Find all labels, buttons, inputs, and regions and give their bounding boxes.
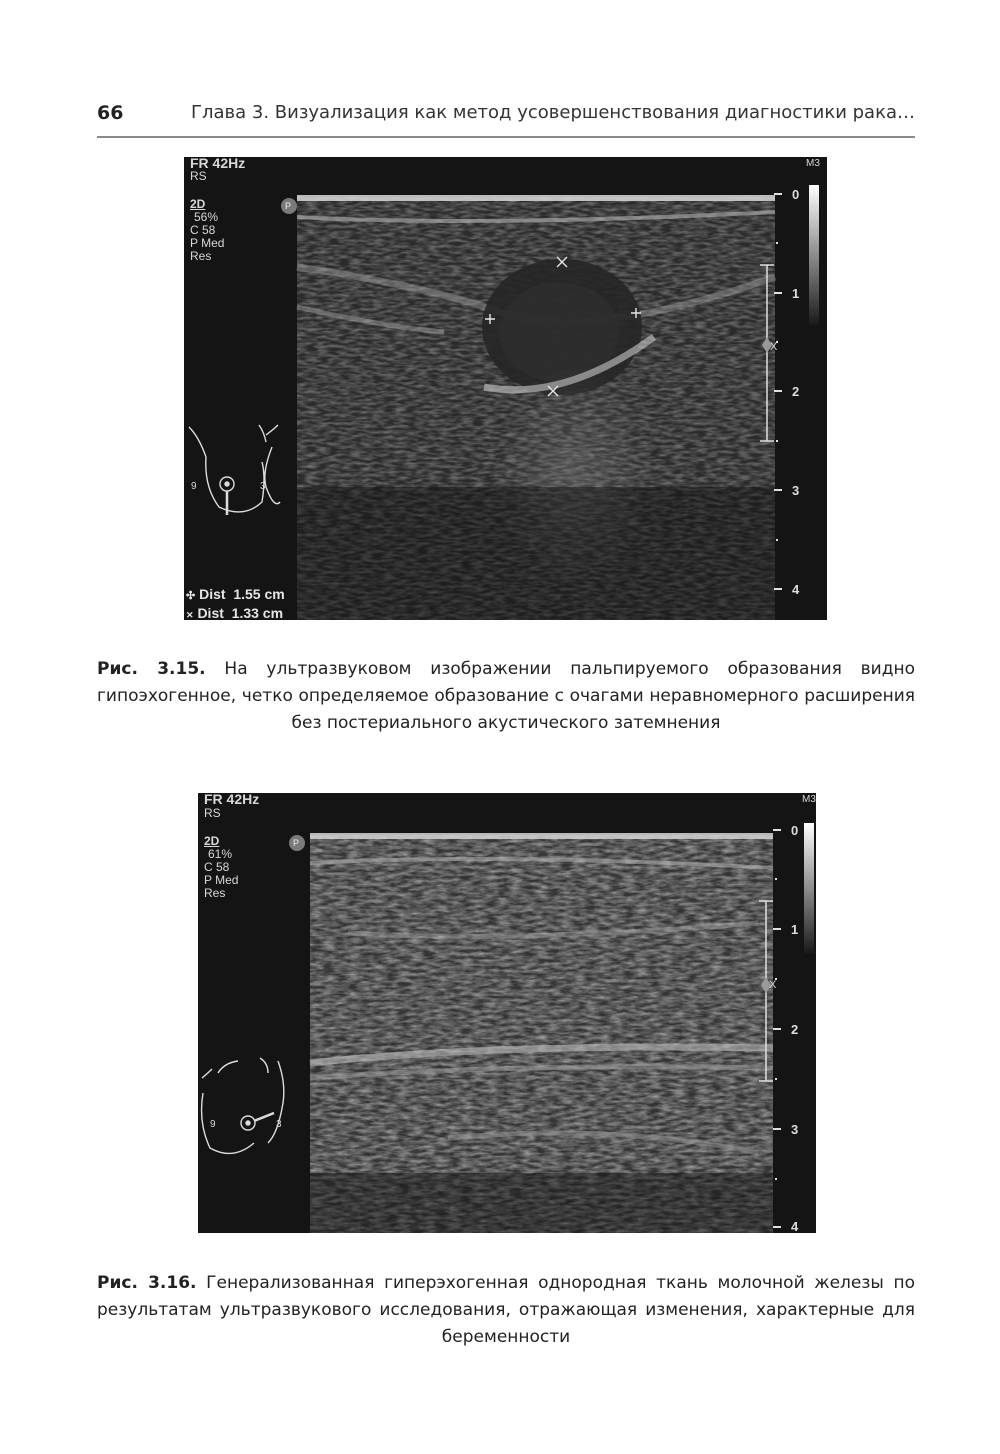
- depth-label-2: 2: [792, 384, 800, 399]
- p-label: P Med: [190, 236, 225, 250]
- measurement-value: 1.33 cm: [231, 605, 284, 620]
- depth-label-3: 3: [792, 483, 800, 498]
- probe-marker-label: P: [285, 201, 292, 211]
- measurement-row-1: [186, 586, 285, 602]
- header-rule: [97, 136, 915, 138]
- ultrasound-scan-2: [198, 793, 816, 1233]
- clock-left-label: 9: [210, 1119, 216, 1130]
- grayscale-bar: [809, 185, 819, 325]
- caption-text: На ультразвуковом изображении пальпируемого образования видно гипоэхогенное, четко определяемое образование с очагами неравномерного расширения без постериального акустического затемнения: [97, 659, 915, 733]
- mode-label: 2D: [204, 834, 220, 848]
- focus-marker-label: X: [770, 341, 778, 353]
- grayscale-bar: [804, 823, 814, 953]
- frame-rate-label: FR 42Hz: [190, 157, 246, 171]
- res-label: Res: [204, 886, 226, 900]
- mode-label: 2D: [190, 197, 206, 211]
- clock-right-label: 3: [276, 1119, 282, 1130]
- caption-text: Генерализованная гиперэхогенная однородная ткань молочной железы по результатам ультразвукового исследования, отражающая изменения, характерные для беременности: [97, 1273, 915, 1347]
- rs-label: RS: [204, 806, 221, 820]
- rs-label: RS: [190, 169, 207, 183]
- depth-label-0: 0: [792, 187, 800, 202]
- page-number: 66: [97, 102, 124, 124]
- preset-label: M3: [802, 794, 816, 805]
- frame-rate-label: FR 42Hz: [204, 793, 260, 807]
- gain-label: 61%: [208, 847, 233, 861]
- depth-label-0: 0: [791, 823, 799, 838]
- preset-label: M3: [806, 158, 820, 169]
- measurement-row-2: [186, 605, 283, 620]
- page-header: [97, 100, 915, 132]
- ultrasound-image-1: [184, 157, 827, 620]
- clock-left-label: 9: [191, 481, 197, 492]
- figure-caption-2: [97, 1270, 915, 1351]
- figure-label: Рис. 3.16.: [97, 1273, 197, 1293]
- clock-right-label: 3: [260, 481, 266, 492]
- ultrasound-image-2: [198, 793, 816, 1233]
- depth-label-4: 4: [791, 1219, 799, 1233]
- depth-label-1: 1: [791, 922, 799, 937]
- probe-marker-label: P: [293, 838, 300, 848]
- measurement-label: Dist: [197, 605, 224, 620]
- depth-label-4: 4: [792, 582, 800, 597]
- running-title: Глава 3. Визуализация как метод усовершенствования диагностики рака…: [191, 102, 915, 123]
- caliper-cross-icon: ✕: [186, 610, 194, 620]
- c-label: C 58: [190, 223, 216, 237]
- depth-label-2: 2: [791, 1022, 799, 1037]
- figure-caption-1: [97, 656, 915, 737]
- p-label: P Med: [204, 873, 239, 887]
- depth-label-1: 1: [792, 286, 800, 301]
- gain-label: 56%: [194, 210, 219, 224]
- depth-label-3: 3: [791, 1122, 799, 1137]
- res-label: Res: [190, 249, 212, 263]
- measurement-value: 1.55 cm: [233, 586, 285, 602]
- caliper-plus-icon: ✣: [186, 590, 196, 602]
- ultrasound-scan-1: [184, 157, 827, 620]
- measurement-label: Dist: [199, 586, 226, 602]
- focus-marker-label: X: [769, 979, 777, 991]
- figure-label: Рис. 3.15.: [97, 659, 206, 679]
- c-label: C 58: [204, 860, 230, 874]
